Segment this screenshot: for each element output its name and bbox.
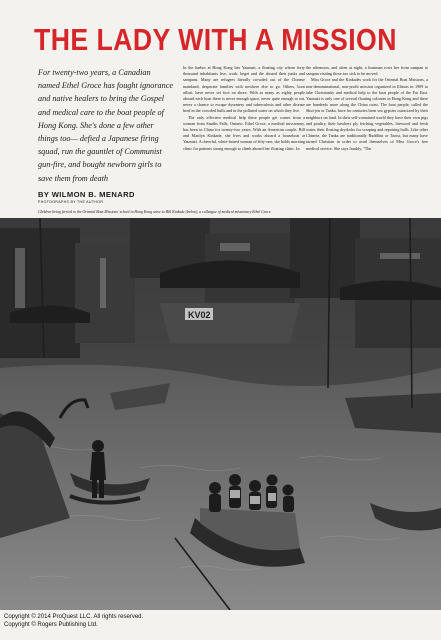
body-paragraph: The only effective medical help these people get comes from a woman from Smiths Falls, Ontario. Ethel Groce, a medical missionary, has been in China for twenty-two years. With an American couple, Bill and Marilyn Kinkade, she lives and works aboard a houseboat at Yaumati. A cheerful, white-haired woman of fifty-one, she holds morning clinic for patients strong enough to climb aboard her floating clinic. In [183, 114, 305, 151]
copyright-notice [4, 614, 204, 629]
body-column-1 [183, 65, 305, 152]
article-dek: For twenty-two years, a Canadian named Ethel Groce has fought ignorance and native healers to bring the Gospel and medical care to the boat people of Hong Kong. She's done a few other things too— defied a Japanese firing squad, run the gauntlet of Communist gun-fire, and bought newborn girls to save them from death [38, 68, 173, 183]
article-headline: THE LADY WITH A MISSION [34, 22, 397, 57]
body-paragraph: In the harbor at Hong Kong lies Yaumati, a floating city whose forty thousand inhabitants live, work, beget and die aboard their junks and sampans. Many are refugees literally crowded out of the Chinese mainland; desperate families with nowhere else to go. Others, born afloat, have never set foot on shore. With as many as eighty people aboard each boat there is never enough space, never quite enough to eat, never a chance to escape dysentery and tuberculosis and other disease bred in the crowded hulls and in the polluted water on which they live. [183, 65, 305, 114]
boat-hull-number: KV02 [188, 310, 211, 320]
harbor-photo-illustration [0, 218, 441, 610]
photo-caption: Children being ferried to the Oriental Boat Missions' school in Hong Kong wave to Bill Kinkade (below), a colleague of medical missionary Ethel Groce. [38, 210, 272, 214]
harbor-photo [0, 218, 441, 610]
body-column-2 [306, 65, 428, 152]
photo-credit: PHOTOGRAPHS BY THE AUTHOR [38, 200, 104, 204]
copyright-line-1: Copyright © 2014 ProQuest LLC. All rights reserved. [4, 614, 144, 620]
body-paragraph: the afternoon, and often at night, a boatman rows her from sampan to sampan visiting those too sick to be moved. [306, 65, 428, 77]
article-byline: BY WILMON B. MENARD [38, 190, 135, 199]
copyright-line-2: Copyright © Rogers Publishing Ltd. [4, 621, 98, 628]
body-paragraph: Miss Groce and the Kinkades work for the Oriental Boat Missions, a non-denominational, non-profit mission organized in Illinois in 1909 to take Christianity and medical help to the boat people of the Far East. Yaumati is only one of several floating colonies in Hong Kong and there are hundreds more along the China coast. The boat people, called the Shui-jen or Tanka, have for centuries been sea gypsies ostracized by their neighbors on land. In their self-contained world they have their own pigs and poultry, their hawkers ply fetching vegetables, firewood and fresh water, their floating drydocks for scraping and repairing hulls. Like other Chinese, the Tanka are traditionally Buddhist or Taoist, but many have turned Christian in order to avail themselves of Miss Groce's free medical service. She says frankly, "The [306, 77, 428, 151]
